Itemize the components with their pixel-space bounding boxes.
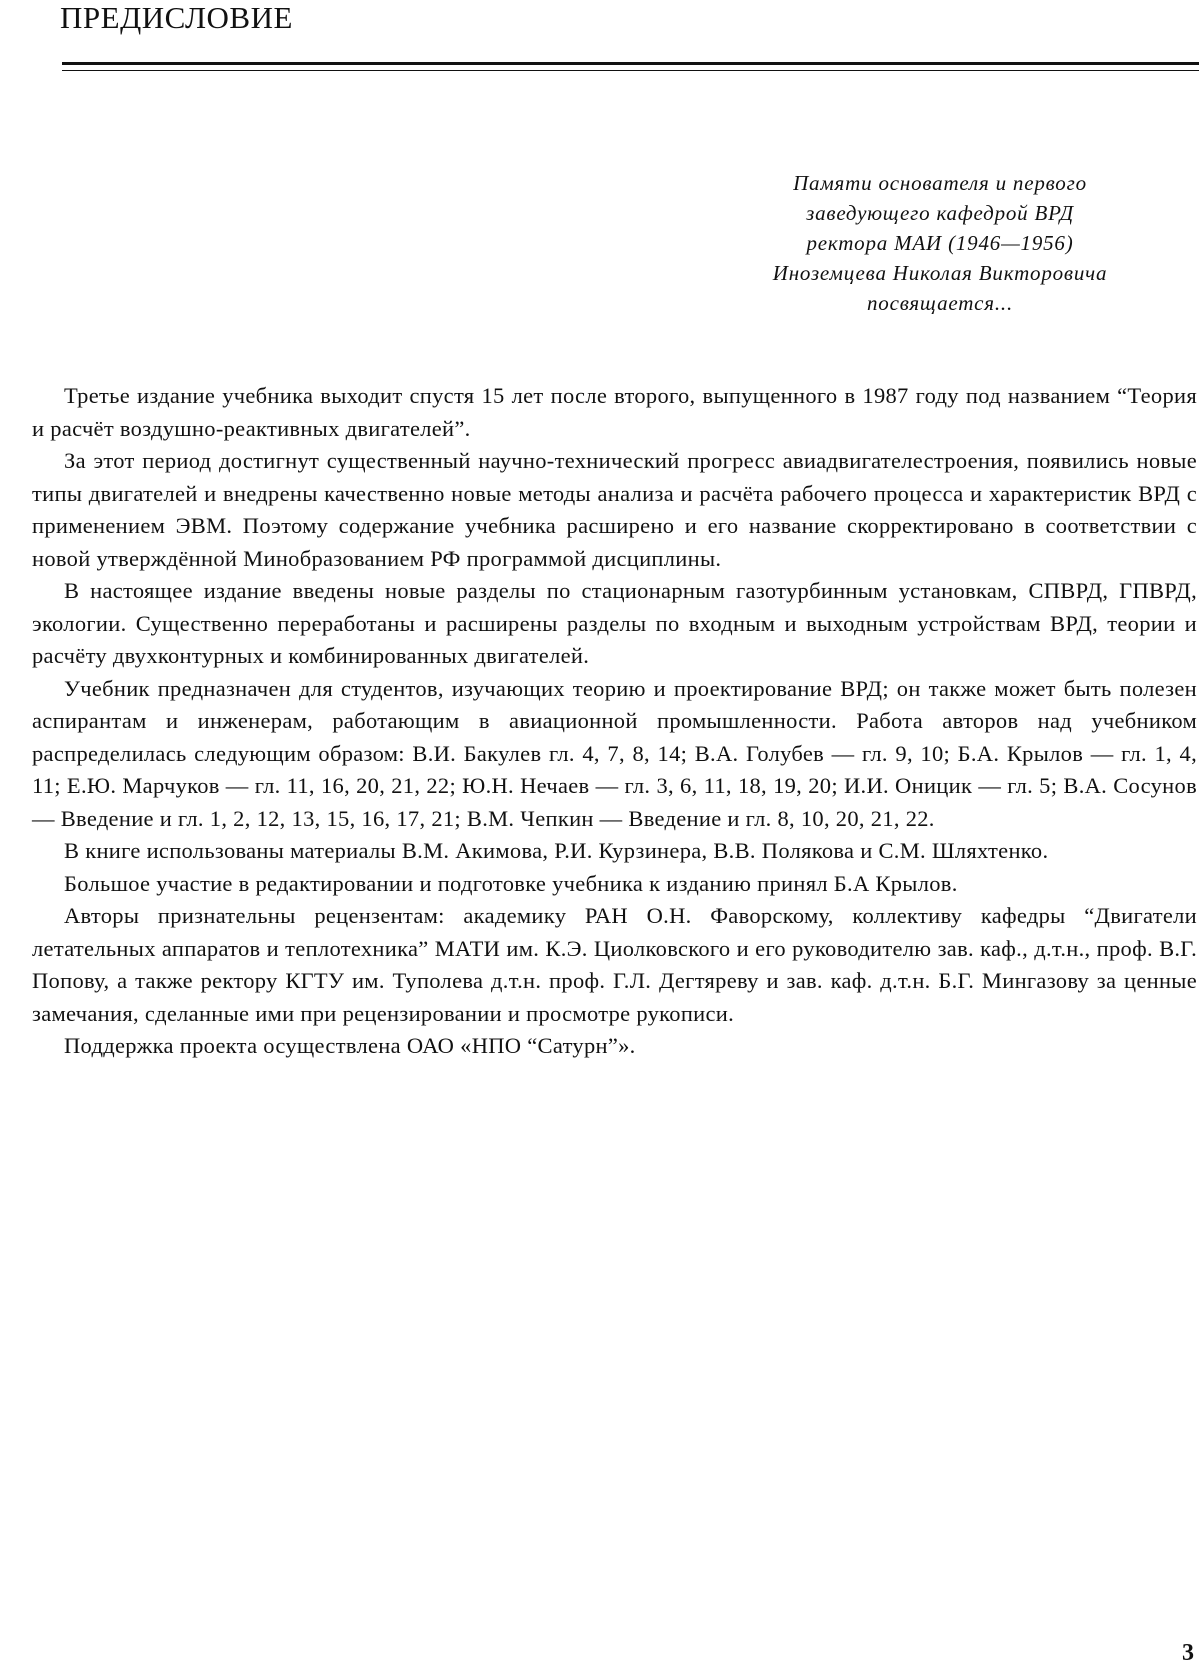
paragraph: Третье издание учебника выходит спустя 15 лет после второго, выпущенного в 1987 году под названием “Теория и расчёт воздушно-реактивных двигателей”.: [32, 383, 1197, 441]
paragraph: Поддержка проекта осуществлена ОАО «НПО “Сатурн”».: [64, 1033, 636, 1058]
page-number: 3: [1182, 1640, 1194, 1666]
paragraph: Учебник предназначен для студентов, изучающих теорию и проектирование ВРД; он также может быть полезен аспирантам и инженерам, работающим в авиационной промышленности. Работа авторов над учебником распределилась следующим образом: В.И. Бакулев гл. 4, 7, 8, 14; В.А. Голубев — гл. 9, 10; Б.А. Крылов — гл. 1, 4, 11; Е.Ю. Марчуков — гл. 11, 16, 20, 21, 22; Ю.Н. Нечаев — гл. 3, 6, 11, 18, 19, 20; И.И. Оницик — гл. 5; В.А. Сосунов — Введение и гл. 1, 2, 12, 13, 15, 16, 17, 21; В.М. Чепкин — Введение и гл. 8, 10, 20, 21, 22.: [32, 675, 1197, 831]
paragraph: Большое участие в редактировании и подготовке учебника к изданию принял Б.А Крылов.: [64, 870, 958, 896]
dedication-line: ректора МАИ (1946—1956): [806, 231, 1074, 255]
heading-rule-thin: [62, 70, 1199, 71]
dedication-line: Иноземцева Николая Викторовича: [772, 261, 1108, 285]
dedication: [690, 168, 1190, 318]
section-heading: ПРЕДИСЛОВИЕ: [60, 0, 293, 35]
dedication-line: посвящается...: [866, 291, 1014, 315]
paragraph: Авторы признательны рецензентам: академику РАН О.Н. Фаворскому, коллективу кафедры “Двигатели летательных аппаратов и теплотехника” МАТИ им. К.Э. Циолковского и его руководителю зав. каф., д.т.н., проф. В.Г. Попову, а также ректору КГТУ им. Туполева д.т.н. проф. Г.Л. Дегтяреву и зав. каф. д.т.н. Б.Г. Мингазову за ценные замечания, сделанные ими при рецензировании и просмотре рукописи.: [32, 903, 1197, 1026]
dedication-line: Памяти основателя и первого: [793, 171, 1087, 195]
dedication-line: заведующего кафедрой ВРД: [806, 201, 1074, 225]
paragraph: За этот период достигнут существенный научно-технический прогресс авиадвигателестроения, появились новые типы двигателей и внедрены качественно новые методы анализа и расчёта рабочего процесса и характеристик ВРД с применением ЭВМ. Поэтому содержание учебника расширено и его название скорректировано в соответствии с новой утверждённой Минобразованием РФ программой дисциплины.: [32, 448, 1197, 571]
body-text: [32, 380, 1197, 1063]
paragraph: В настоящее издание введены новые разделы по стационарным газотурбинным установкам, СПВРД, ГПВРД, экологии. Существенно переработаны и расширены разделы по входным и выходным устройствам ВРД, теории и расчёту двухконтурных и комбинированных двигателей.: [32, 578, 1197, 668]
paragraph: В книге использованы материалы В.М. Акимова, Р.И. Курзинера, В.В. Полякова и С.М. Шляхтенко.: [64, 838, 1049, 863]
heading-rule-thick: [62, 62, 1199, 65]
